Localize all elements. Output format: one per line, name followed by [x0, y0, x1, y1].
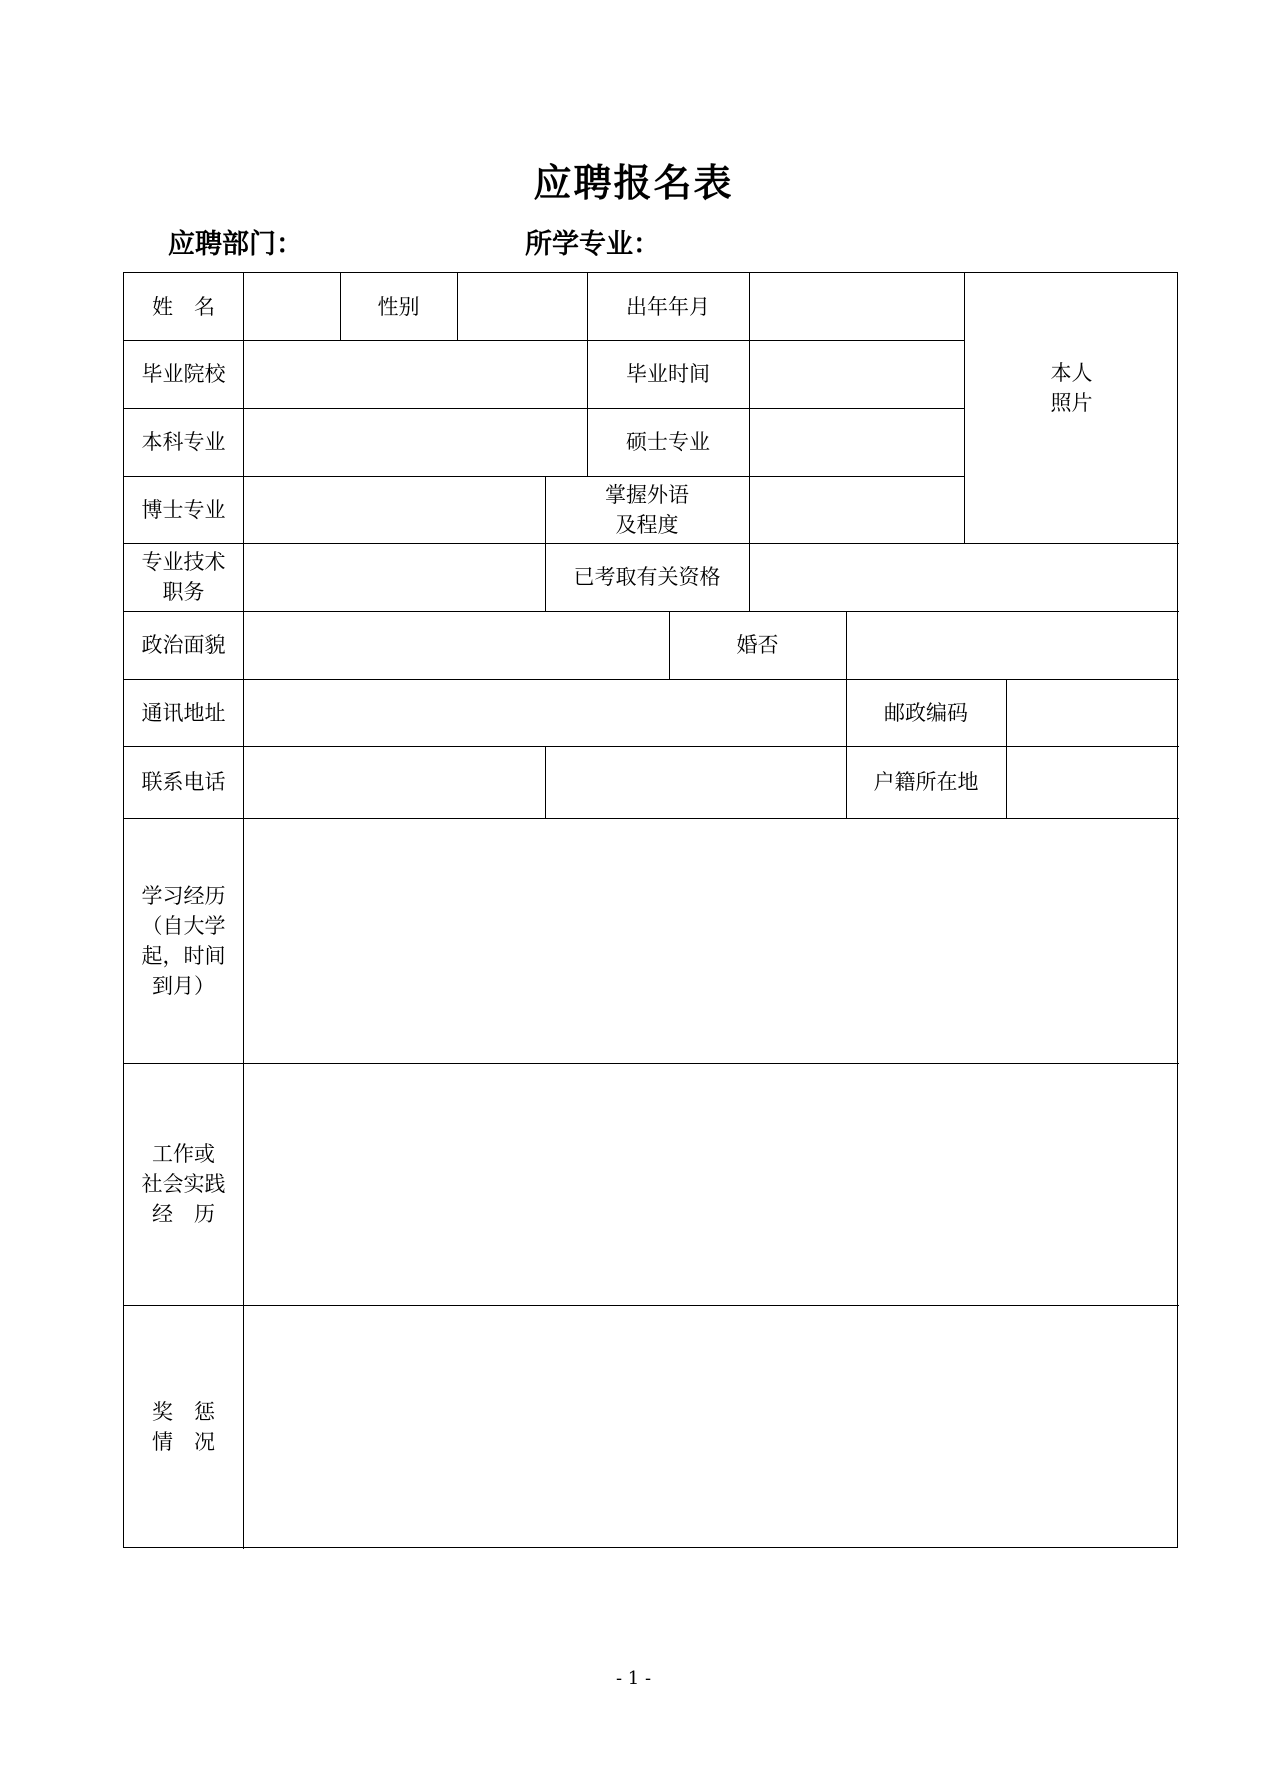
- phone-input-cell-1[interactable]: [243, 746, 545, 818]
- qualification-input-cell[interactable]: [749, 543, 1179, 611]
- professional-title-line1: 专业技术: [141, 550, 226, 574]
- language-label: [545, 476, 749, 543]
- birth-label: 出年年月: [626, 294, 710, 319]
- department-label: 应聘部门：: [168, 229, 303, 260]
- awards-label: [124, 1305, 243, 1549]
- photo-box[interactable]: [964, 273, 1179, 543]
- work-history-line2: 社会实践: [141, 1172, 226, 1196]
- photo-label-line2: 照片: [1050, 391, 1093, 415]
- study-history-line1: 学习经历: [141, 883, 226, 908]
- master-major-label: 硕士专业: [626, 430, 710, 454]
- study-history-label: [124, 818, 243, 1063]
- work-history-label: [124, 1063, 243, 1305]
- bachelor-major-input-cell[interactable]: [243, 408, 587, 476]
- address-input-cell[interactable]: [243, 679, 846, 746]
- professional-title-input-cell[interactable]: [243, 543, 545, 611]
- doctor-major-label: 博士专业: [141, 497, 226, 522]
- awards-input-cell[interactable]: [243, 1305, 1179, 1549]
- address-label: 通讯地址: [141, 700, 226, 725]
- bachelor-major-label: 本科专业: [141, 430, 226, 454]
- page-number: - 1 -: [615, 1668, 652, 1689]
- major-label: 所学专业：: [525, 229, 660, 260]
- work-history-line3: 经 历: [152, 1202, 215, 1226]
- master-major-input-cell[interactable]: [749, 408, 964, 476]
- study-history-line3: 起，时间: [141, 943, 226, 968]
- postcode-label: 邮政编码: [884, 700, 968, 725]
- language-input-cell[interactable]: [749, 476, 964, 543]
- gender-label: 性别: [377, 294, 420, 319]
- photo-label-line1: 本人: [1050, 361, 1093, 385]
- marital-input-cell[interactable]: [846, 611, 1179, 679]
- political-input-cell[interactable]: [243, 611, 669, 679]
- phone-input-cell-2[interactable]: [545, 746, 846, 818]
- professional-title-label: [124, 543, 243, 611]
- work-history-input-cell[interactable]: [243, 1063, 1179, 1305]
- gender-input-cell[interactable]: [457, 273, 587, 340]
- marital-label: 婚否: [736, 633, 779, 657]
- phone-label: 联系电话: [141, 770, 226, 794]
- form-title: 应聘报名表: [533, 160, 734, 205]
- work-history-line1: 工作或: [152, 1142, 215, 1166]
- birth-input-cell[interactable]: [749, 273, 964, 340]
- grad-time-input-cell[interactable]: [749, 340, 964, 408]
- language-label-line2: 及程度: [615, 512, 679, 537]
- professional-title-line2: 职务: [162, 580, 205, 604]
- grad-time-label: 毕业时间: [626, 362, 710, 386]
- language-label-line1: 掌握外语: [605, 482, 689, 507]
- political-label: 政治面貌: [141, 633, 226, 657]
- application-form-table: [123, 272, 1178, 1548]
- study-history-input-cell[interactable]: [243, 818, 1179, 1063]
- awards-line2: 情 况: [152, 1430, 215, 1454]
- qualification-label: 已考取有关资格: [573, 565, 721, 589]
- school-label: 毕业院校: [141, 362, 226, 386]
- doctor-major-input-cell[interactable]: [243, 476, 545, 543]
- study-history-line2: （自大学: [141, 913, 226, 938]
- hukou-label: 户籍所在地: [873, 770, 979, 794]
- study-history-line4: 到月）: [152, 973, 215, 998]
- name-label: 姓 名: [152, 294, 215, 319]
- awards-line1: 奖 惩: [152, 1400, 215, 1424]
- name-input-cell[interactable]: [243, 273, 340, 340]
- school-input-cell[interactable]: [243, 340, 587, 408]
- postcode-input-cell[interactable]: [1006, 679, 1179, 746]
- hukou-input-cell[interactable]: [1006, 746, 1179, 818]
